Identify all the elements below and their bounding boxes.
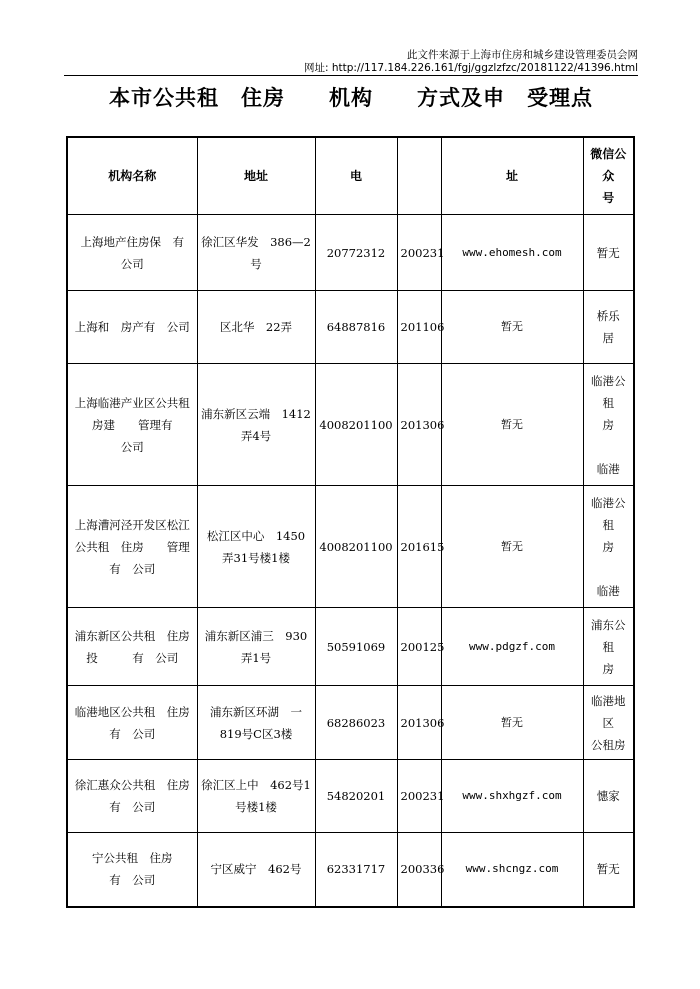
cell-name: 上海临港产业区公共租 房建 管理有 公司: [67, 364, 197, 486]
cell-name: 临港地区公共租 住房 有 公司: [67, 686, 197, 760]
header-phone: 电: [315, 137, 397, 215]
cell-postcode: 200231: [397, 760, 441, 833]
cell-address: 徐汇区上中 462号1 号楼1楼: [197, 760, 315, 833]
cell-postcode: 200231: [397, 215, 441, 291]
cell-phone: 4008201100: [315, 486, 397, 608]
cell-address: 浦东新区环湖 一 819号C区3楼: [197, 686, 315, 760]
cell-wechat: 暂无: [583, 833, 634, 907]
cell-name: 浦东新区公共租 住房 投 有 公司: [67, 608, 197, 686]
cell-name: 上海漕河泾开发区松江 公共租 住房 管理 有 公司: [67, 486, 197, 608]
cell-address: 徐汇区华发 386—2 号: [197, 215, 315, 291]
page-title: 本市公共租 住房 机构 方式及申 受理点: [109, 86, 593, 110]
cell-phone: 50591069: [315, 608, 397, 686]
cell-wechat: 浦东公租 房: [583, 608, 634, 686]
cell-phone: 54820201: [315, 760, 397, 833]
cell-website: www.pdgzf.com: [441, 608, 583, 686]
cell-wechat: 憓家: [583, 760, 634, 833]
table-row: [67, 486, 634, 608]
cell-phone: 62331717: [315, 833, 397, 907]
cell-wechat: 临港公租 房 临港: [583, 364, 634, 486]
table-row: [67, 215, 634, 291]
table-row: [67, 364, 634, 486]
cell-address: 浦东新区浦三 930 弄1号: [197, 608, 315, 686]
cell-website: www.shcngz.com: [441, 833, 583, 907]
cell-postcode: 201106: [397, 291, 441, 364]
cell-wechat: 临港地区 公租房: [583, 686, 634, 760]
cell-website: 暂无: [441, 486, 583, 608]
cell-address: 浦东新区云端 1412 弄4号: [197, 364, 315, 486]
header-website: 址: [441, 137, 583, 215]
header-address: 地址: [197, 137, 315, 215]
table-row: [67, 291, 634, 364]
cell-phone: 64887816: [315, 291, 397, 364]
cell-address: 宁区威宁 462号: [197, 833, 315, 907]
header-rule: [64, 75, 638, 76]
header-name: 机构名称: [67, 137, 197, 215]
source-url: 网址: http://117.184.226.161/fgj/ggzlzfzc/20181122/41396.html: [303, 62, 638, 74]
cell-postcode: 201615: [397, 486, 441, 608]
table-row: [67, 833, 634, 907]
header-wechat: 微信公众 号: [583, 137, 634, 215]
cell-phone: 4008201100: [315, 364, 397, 486]
cell-wechat: 暂无: [583, 215, 634, 291]
cell-name: 宁公共租 住房 有 公司: [67, 833, 197, 907]
table-row: [67, 686, 634, 760]
cell-name: 徐汇惠众公共租 住房 有 公司: [67, 760, 197, 833]
cell-phone: 68286023: [315, 686, 397, 760]
cell-name: 上海和 房产有 公司: [67, 291, 197, 364]
institution-table: [66, 136, 635, 908]
cell-postcode: 201306: [397, 686, 441, 760]
table-header-row: [67, 137, 634, 215]
cell-phone: 20772312: [315, 215, 397, 291]
table-row: [67, 760, 634, 833]
cell-website: www.ehomesh.com: [441, 215, 583, 291]
cell-website: 暂无: [441, 291, 583, 364]
table-row: [67, 608, 634, 686]
cell-address: 松江区中心 1450 弄31号楼1楼: [197, 486, 315, 608]
cell-wechat: 临港公租 房 临港: [583, 486, 634, 608]
cell-website: 暂无: [441, 686, 583, 760]
cell-wechat: 桥乐 居: [583, 291, 634, 364]
source-note: 此文件来源于上海市住房和城乡建设管理委员会网: [407, 49, 638, 61]
cell-website: www.shxhgzf.com: [441, 760, 583, 833]
cell-postcode: 200336: [397, 833, 441, 907]
cell-name: 上海地产住房保 有 公司: [67, 215, 197, 291]
cell-postcode: 201306: [397, 364, 441, 486]
cell-website: 暂无: [441, 364, 583, 486]
cell-postcode: 200125: [397, 608, 441, 686]
cell-address: 区北华 22弄: [197, 291, 315, 364]
header-postcode: [397, 137, 441, 215]
